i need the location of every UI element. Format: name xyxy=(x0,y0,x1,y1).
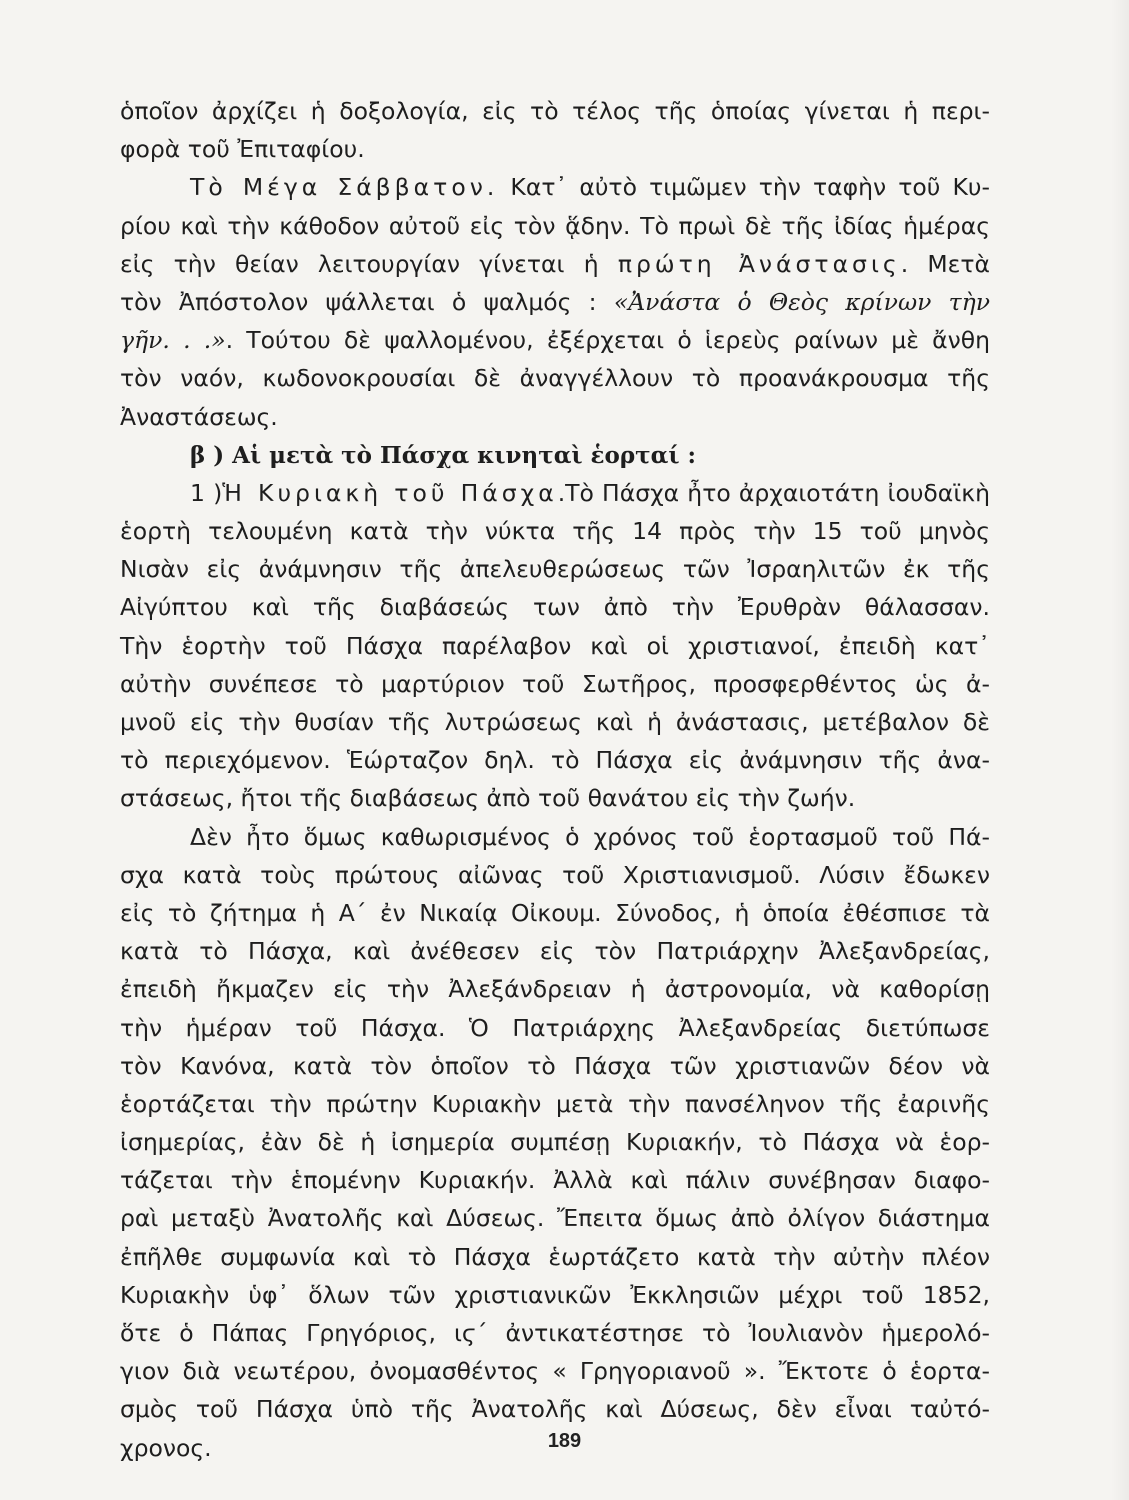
text-line: ὁποῖον ἀρχίζει ἡ δοξολογία, εἰς τὸ τέλος τῆς ὁποίας γίνεται ἡ περι- xyxy=(120,97,990,125)
text-line: μνοῦ εἰς τὴν θυσίαν τῆς λυτρώσεως καὶ ἡ ἀνάστασις, μετέβαλον δὲ xyxy=(120,708,990,736)
text-line: εἰς τὸ ζήτημα ἡ Α΄ ἐν Νικαίᾳ Οἰκουμ. Σύνοδος, ἡ ὁποία ἐθέσπισε τὰ xyxy=(120,898,990,927)
text-line xyxy=(120,245,990,283)
text-line: Τὴν ἑορτὴν τοῦ Πάσχα παρέλαβον καὶ οἱ χριστιανοί, ἐπειδὴ κατ᾿ xyxy=(120,631,990,660)
text-line: Ἀναστάσεως. xyxy=(120,402,278,431)
section-title-holy-saturday: Τὸ Μέγα Σάββατον. xyxy=(190,173,499,202)
text-line: Κυριακὴν ὑφ᾿ ὅλων τῶν χριστιανικῶν Ἐκκλησιῶν μέχρι τοῦ 1852, xyxy=(120,1280,990,1309)
text-line: χρονος. xyxy=(120,1433,212,1462)
emphasis-first-resurrection: πρώτη Ἀνάστασις xyxy=(617,249,901,278)
text-fragment: . Μετὰ xyxy=(900,249,991,278)
text-line: σχα κατὰ τοὺς πρώτους αἰῶνας τοῦ Χριστιανισμοῦ. Λύσιν ἔδωκεν xyxy=(120,860,990,889)
text-line: σμὸς τοῦ Πάσχα ὑπὸ τῆς Ἀνατολῆς καὶ Δύσεως, δὲν εἶναι ταὐτό- xyxy=(120,1395,990,1424)
text-fragment: .Τὸ Πάσχα ἦτο ἀρχαιοτάτη ἰουδαϊκὴ xyxy=(557,478,990,507)
text-line: τὸ περιεχόμενον. Ἑώρταζον δηλ. τὸ Πάσχα εἰς ἀνάμνησιν τῆς ἀνα- xyxy=(120,746,990,775)
text-line xyxy=(120,168,990,206)
text-line: τάζεται τὴν ἑπομένην Κυριακήν. Ἀλλὰ καὶ πάλιν συνέβησαν διαφο- xyxy=(120,1166,990,1195)
text-line xyxy=(120,474,990,512)
text-fragment: . Τούτου δὲ ψαλλομένου, ἐξέρχεται ὁ ἱερεὺς ραίνων μὲ ἄνθη xyxy=(225,326,990,355)
section-title-easter-sunday: Ἡ Κυριακὴ τοῦ Πάσχα xyxy=(222,478,558,507)
text-line: κατὰ τὸ Πάσχα, καὶ ἀνέθεσεν εἰς τὸν Πατριάρχην Ἀλεξανδρείας, xyxy=(120,937,990,966)
text-line: τὸν Κανόνα, κατὰ τὸν ὁποῖον τὸ Πάσχα τῶν χριστιανῶν δέον νὰ xyxy=(120,1051,990,1080)
text-line: ἐπῆλθε συμφωνία καὶ τὸ Πάσχα ἑωρτάζετο κατὰ τὴν αὐτὴν πλέον xyxy=(120,1242,990,1271)
text-line: τὴν ἡμέραν τοῦ Πάσχα. Ὁ Πατριάρχης Ἀλεξανδρείας διετύπωσε xyxy=(120,1013,990,1042)
text-line: ἑορτάζεται τὴν πρώτην Κυριακὴν μετὰ τὴν πανσέληνον τῆς ἐαρινῆς xyxy=(120,1089,990,1118)
text-fragment: Κατ᾿ αὐτὸ τιμῶμεν τὴν ταφὴν τοῦ Κυ- xyxy=(498,173,990,202)
text-line: αὐτὴν συνέπεσε τὸ μαρτύριον τοῦ Σωτῆρος, προσφερθέντος ὡς ἀ- xyxy=(120,669,990,698)
page-number: 189 xyxy=(547,1430,582,1452)
subheading-movable-feasts: β ) Αἱ μετὰ τὸ Πάσχα κινηταὶ ἑορταί : xyxy=(190,441,696,469)
psalm-quote: «Ἀνάστα ὁ Θεὸς κρίνων τὴν xyxy=(613,287,990,316)
text-line: ὅτε ὁ Πάπας Γρηγόριος, ιϛ΄ ἀντικατέστησε τὸ Ἰουλιανὸν ἡμερολό- xyxy=(120,1319,990,1347)
text-line: γιον διὰ νεωτέρου, ὀνομασθέντος « Γρηγοριανοῦ ». Ἔκτοτε ὁ ἑορτα- xyxy=(120,1357,990,1386)
text-line: ἰσημερίας, ἐὰν δὲ ἡ ἰσημερία συμπέσῃ Κυριακήν, τὸ Πάσχα νὰ ἑορ- xyxy=(120,1128,990,1157)
text-line: ραὶ μεταξὺ Ἀνατολῆς καὶ Δύσεως. Ἔπειτα ὅμως ἀπὸ ὀλίγον διάστημα xyxy=(120,1204,990,1233)
text-line: ἑορτὴ τελουμένη κατὰ τὴν νύκτα τῆς 14 πρὸς τὴν 15 τοῦ μηνὸς xyxy=(120,517,990,546)
text-line: τὸν ναόν, κωδονοκρουσίαι δὲ ἀναγγέλλουν τὸ προανάκρουσμα τῆς xyxy=(120,364,990,393)
psalm-quote-end: γῆν. . .» xyxy=(120,326,226,355)
text-line xyxy=(120,283,990,321)
text-line xyxy=(120,321,990,359)
subheading xyxy=(120,436,990,474)
list-number: 1 ) xyxy=(190,478,223,507)
text-line: ρίου καὶ τὴν κάθοδον αὐτοῦ εἰς τὸν ᾅδην. Τὸ πρωὶ δὲ τῆς ἰδίας ἡμέρας xyxy=(120,211,990,240)
text-line: Δὲν ἦτο ὅμως καθωρισμένος ὁ χρόνος τοῦ ἑορτασμοῦ τοῦ Πά- xyxy=(190,822,990,851)
text-fragment: τὸν Ἀπόστολον ψάλλεται ὁ ψαλμός : xyxy=(120,287,614,316)
text-line: Αἰγύπτου καὶ τῆς διαβάσεώς των ἀπὸ τὴν Ἐρυθρὰν θάλασσαν. xyxy=(120,593,990,622)
text-line: Νισὰν εἰς ἀνάμνησιν τῆς ἀπελευθερώσεως τῶν Ἰσραηλιτῶν ἐκ τῆς xyxy=(120,555,990,584)
text-line: φορὰ τοῦ Ἐπιταφίου. xyxy=(120,135,365,164)
page-edge-shadow xyxy=(1111,0,1129,1500)
text-line: στάσεως, ἤτοι τῆς διαβάσεως ἀπὸ τοῦ θανάτου εἰς τὴν ζωήν. xyxy=(120,784,856,813)
body-text xyxy=(120,92,990,1467)
text-fragment: εἰς τὴν θείαν λειτουργίαν γίνεται ἡ xyxy=(120,249,618,278)
text-line: ἐπειδὴ ἤκμαζεν εἰς τὴν Ἀλεξάνδρειαν ἡ ἀστρονομία, νὰ καθορίσῃ xyxy=(120,975,990,1004)
